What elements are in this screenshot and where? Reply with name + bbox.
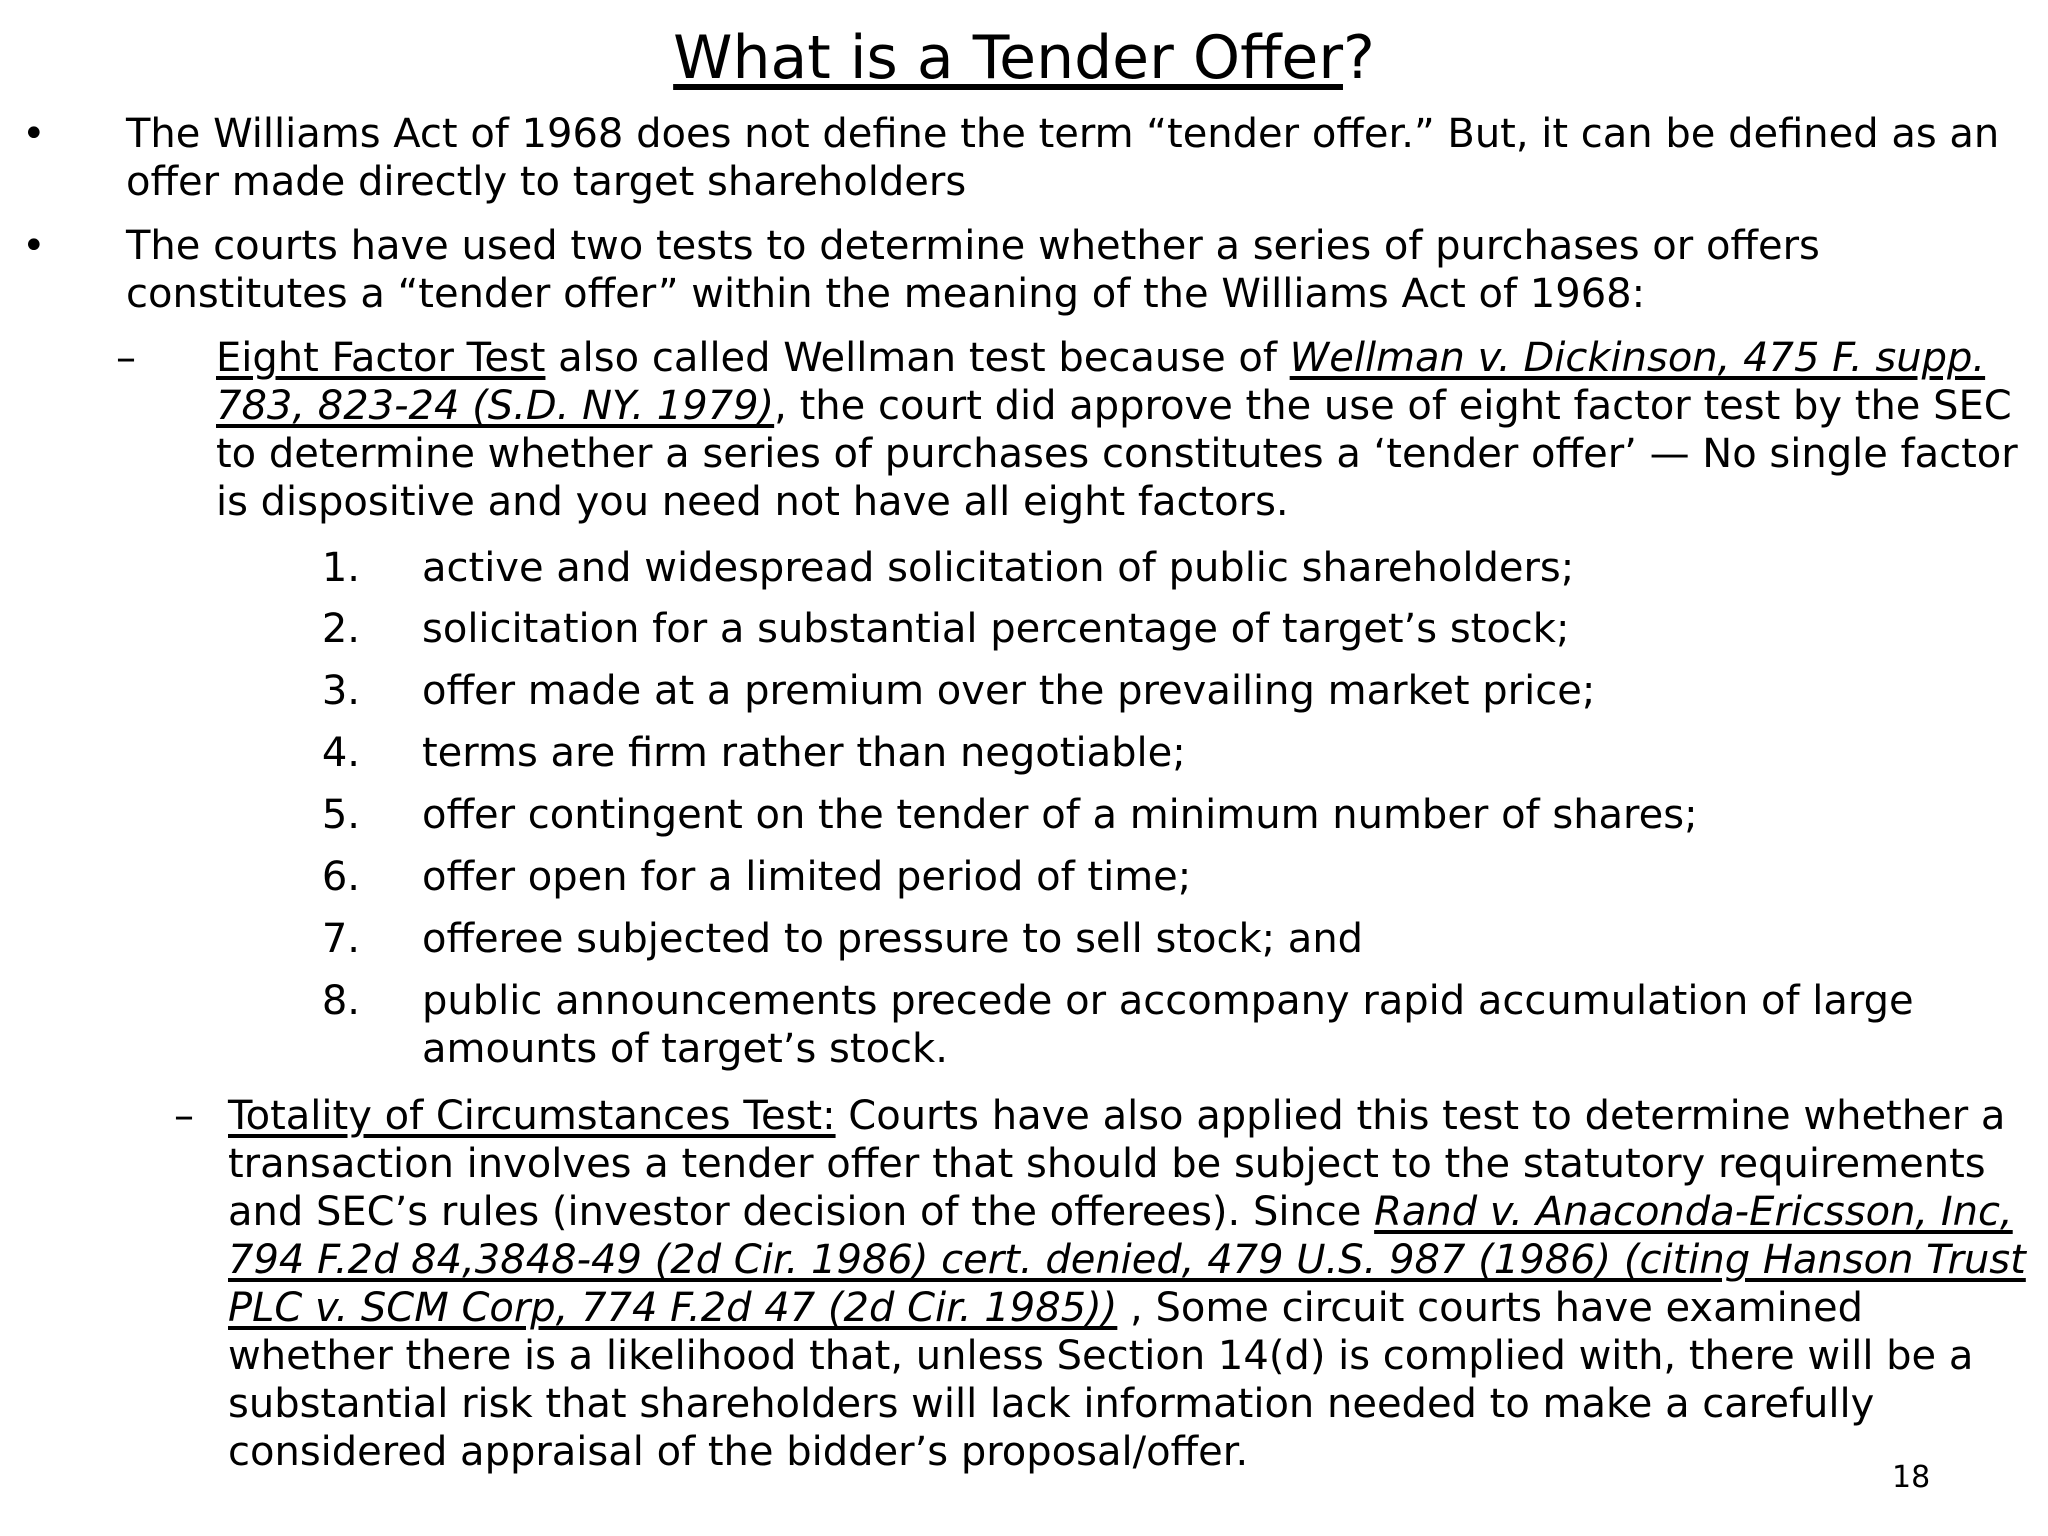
factor-number-2: 2. [321, 606, 360, 652]
eight-factor-text-b: , the court did approve the use of eight factor test by the SEC to determine whether a series of purchases constitutes a ‘tender offer’ — No single factor is dispositive and you need not have all eight factors. [216, 383, 2018, 525]
page-number: 18 [1892, 1460, 1931, 1495]
sub-bullet-marker-2: – [174, 1093, 194, 1139]
totality-text-a: Courts have also applied this test to determine whether a transaction involves a tender offer that should be subject to the statutory requirements and SEC’s rules (investor decision of the offerees). Since [228, 1093, 2006, 1235]
slide-title-punct: ? [1342, 23, 1375, 93]
factor-item-3: offer made at a premium over the prevailing market price; [422, 668, 1596, 714]
factor-item-5: offer contingent on the tender of a minimum number of shares; [422, 792, 1698, 838]
eight-factor-heading: Eight Factor Test [216, 335, 546, 381]
factor-item-6: offer open for a limited period of time; [422, 854, 1192, 900]
totality-paragraph [228, 1092, 2038, 1476]
eight-factor-paragraph [216, 334, 2036, 526]
slide-title-text: What is a Tender Offer [673, 23, 1343, 93]
totality-text-b: , Some circuit courts have examined whether there is a likelihood that, unless Section 14(d) is complied with, there will be a substantial risk that shareholders will lack information needed to make a carefully considered appraisal of the bidder’s proposal/offer. [228, 1285, 1974, 1475]
factor-item-2: solicitation for a substantial percentage of target’s stock; [422, 606, 1570, 652]
factor-number-7: 7. [321, 916, 360, 962]
factor-number-3: 3. [321, 668, 360, 714]
sub-bullet-marker-1: – [116, 335, 136, 381]
factor-number-8: 8. [321, 978, 360, 1024]
factor-number-4: 4. [321, 730, 360, 776]
bullet-marker-2: • [22, 223, 46, 269]
factor-item-1: active and widespread solicitation of public shareholders; [422, 545, 1575, 591]
factor-item-7: offeree subjected to pressure to sell stock; and [422, 916, 1364, 962]
totality-heading: Totality of Circumstances Test: [228, 1093, 836, 1139]
bullet-item-1: The Williams Act of 1968 does not define the term “tender offer.” But, it can be defined as an offer made directly to target shareholders [126, 111, 2000, 205]
wellman-citation: Wellman v. Dickinson, 475 F. supp. 783, 823-24 (S.D. NY. 1979) [216, 335, 1986, 429]
slide-title [0, 22, 2048, 94]
bullet-marker-1: • [22, 111, 46, 157]
rand-citation: Rand v. Anaconda-Ericsson, Inc, 794 F.2d 84,3848-49 (2d Cir. 1986) cert. denied, 479 U.S. 987 (1986) (citing Hanson Trust PLC v. SCM Corp, 774 F.2d 47 (2d Cir. 1985)) [228, 1189, 2026, 1331]
factor-number-6: 6. [321, 854, 360, 900]
factor-number-1: 1. [321, 545, 360, 591]
factor-number-5: 5. [321, 792, 360, 838]
factor-item-4: terms are firm rather than negotiable; [422, 730, 1186, 776]
eight-factor-text-a: also called Wellman test because of [545, 335, 1290, 381]
bullet-item-2: The courts have used two tests to determine whether a series of purchases or offers constitutes a “tender offer” within the meaning of the Williams Act of 1968: [126, 223, 1820, 317]
factor-item-8: public announcements precede or accompany rapid accumulation of large amounts of target’s stock. [422, 978, 1914, 1072]
